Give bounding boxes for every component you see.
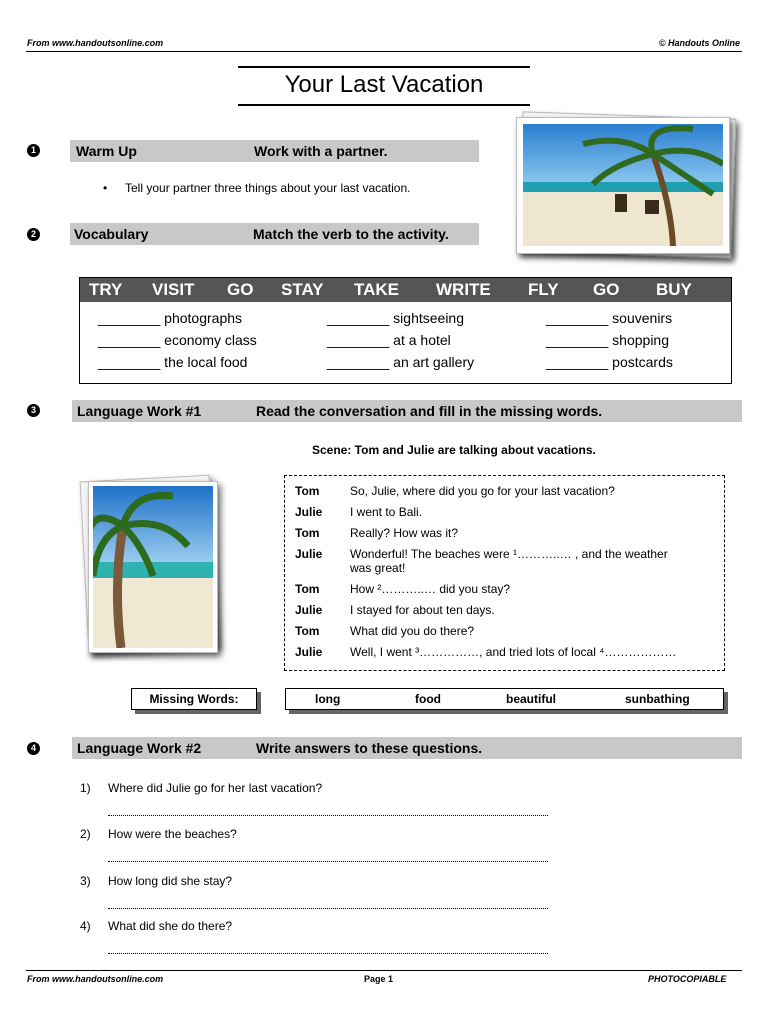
dialog-line: Wonderful! The beaches were ¹………..… , and the weather	[350, 547, 668, 561]
question-text: What did she do there?	[108, 919, 233, 933]
dialog-line: So, Julie, where did you go for your last vacation?	[350, 484, 615, 498]
question-text: How long did she stay?	[108, 874, 233, 888]
missing-words-box	[285, 688, 724, 710]
match-item: ________ shopping	[546, 332, 670, 348]
footer-source: From www.handoutsonline.com	[27, 974, 164, 984]
match-item: ________ photographs	[98, 310, 243, 326]
verb-stay: STAY	[281, 280, 324, 299]
header-rule	[26, 51, 742, 52]
section-number-4: 4	[27, 742, 40, 755]
verb-buy: BUY	[656, 280, 692, 299]
question-number: 3)	[80, 874, 91, 888]
section-instruction: Write answers to these questions.	[256, 740, 483, 756]
speaker: Tom	[295, 582, 320, 596]
answer-line[interactable]	[108, 953, 548, 954]
verb-header	[80, 278, 731, 302]
footer-photocopiable: PHOTOCOPIABLE	[648, 974, 727, 984]
section-instruction: Work with a partner.	[254, 143, 388, 159]
match-item: ________ at a hotel	[327, 332, 451, 348]
section-instruction: Read the conversation and fill in the missing words.	[256, 403, 603, 419]
speaker: Tom	[295, 624, 320, 638]
dialog-line: I went to Bali.	[350, 505, 423, 519]
speaker: Julie	[295, 547, 323, 561]
speaker: Julie	[295, 645, 323, 659]
missing-word: beautiful	[506, 692, 556, 706]
section-bar-language-work-2	[72, 737, 742, 759]
verb-take: TAKE	[354, 280, 400, 299]
warmup-bullet-text: Tell your partner three things about your last vacation.	[125, 181, 411, 195]
speaker: Julie	[295, 505, 323, 519]
beach-chairs-image	[523, 124, 723, 246]
match-item: ________ economy class	[98, 332, 257, 348]
section-number-2: 2	[27, 228, 40, 241]
section-bar-warm-up	[70, 140, 479, 162]
footer-page: Page 1	[364, 974, 394, 984]
palm-beach-photo	[88, 481, 218, 653]
vocabulary-box	[79, 277, 732, 384]
beach-photo-chairs	[516, 117, 730, 254]
verb-visit: VISIT	[152, 280, 195, 299]
header-source: From www.handoutsonline.com	[27, 38, 164, 48]
verb-try: TRY	[89, 280, 123, 299]
verb-write: WRITE	[436, 280, 491, 299]
question-number: 1)	[80, 781, 91, 795]
section-instruction: Match the verb to the activity.	[253, 226, 449, 242]
dialog-line: Well, I went ³……………, and tried lots of local ⁴………………	[350, 645, 677, 659]
section-bar-language-work-1	[72, 400, 742, 422]
match-item: ________ an art gallery	[327, 354, 475, 370]
footer-rule	[26, 970, 742, 971]
answer-line[interactable]	[108, 908, 548, 909]
match-item: ________ postcards	[546, 354, 673, 370]
section-number-1: 1	[27, 144, 40, 157]
section-number-3: 3	[27, 404, 40, 417]
answer-line[interactable]	[108, 861, 548, 862]
verb-go-2: GO	[593, 280, 620, 299]
verb-go: GO	[227, 280, 254, 299]
question-number: 4)	[80, 919, 91, 933]
dialog-line: I stayed for about ten days.	[350, 603, 495, 617]
section-title: Language Work #1	[77, 403, 202, 419]
question-text: Where did Julie go for her last vacation?	[108, 781, 323, 795]
section-title: Vocabulary	[74, 226, 149, 242]
question-text: How were the beaches?	[108, 827, 237, 841]
page-title: Your Last Vacation	[238, 66, 530, 106]
dialog-line: What did you do there?	[350, 624, 475, 638]
speaker: Tom	[295, 484, 320, 498]
match-item: ________ the local food	[98, 354, 248, 370]
answer-line[interactable]	[108, 815, 548, 816]
missing-word: sunbathing	[625, 692, 690, 706]
palm-beach-image	[93, 486, 213, 648]
conversation-box	[284, 475, 725, 671]
speaker: Tom	[295, 526, 320, 540]
bullet-icon: •	[103, 181, 108, 195]
dialog-line: Really? How was it?	[350, 526, 459, 540]
speaker: Julie	[295, 603, 323, 617]
section-bar-vocabulary	[70, 223, 479, 245]
dialog-line: How ²………..… did you stay?	[350, 582, 511, 596]
question-number: 2)	[80, 827, 91, 841]
verb-fly: FLY	[528, 280, 559, 299]
header-copyright: © Handouts Online	[658, 38, 740, 48]
missing-word: long	[315, 692, 341, 706]
section-title: Warm Up	[76, 143, 137, 159]
missing-word: food	[415, 692, 441, 706]
missing-words-label: Missing Words:	[131, 688, 257, 710]
match-item: ________ souvenirs	[546, 310, 673, 326]
section-title: Language Work #2	[77, 740, 202, 756]
dialog-line-continued: was great!	[350, 561, 406, 575]
scene-description: Scene: Tom and Julie are talking about vacations.	[312, 443, 596, 457]
match-item: ________ sightseeing	[327, 310, 465, 326]
